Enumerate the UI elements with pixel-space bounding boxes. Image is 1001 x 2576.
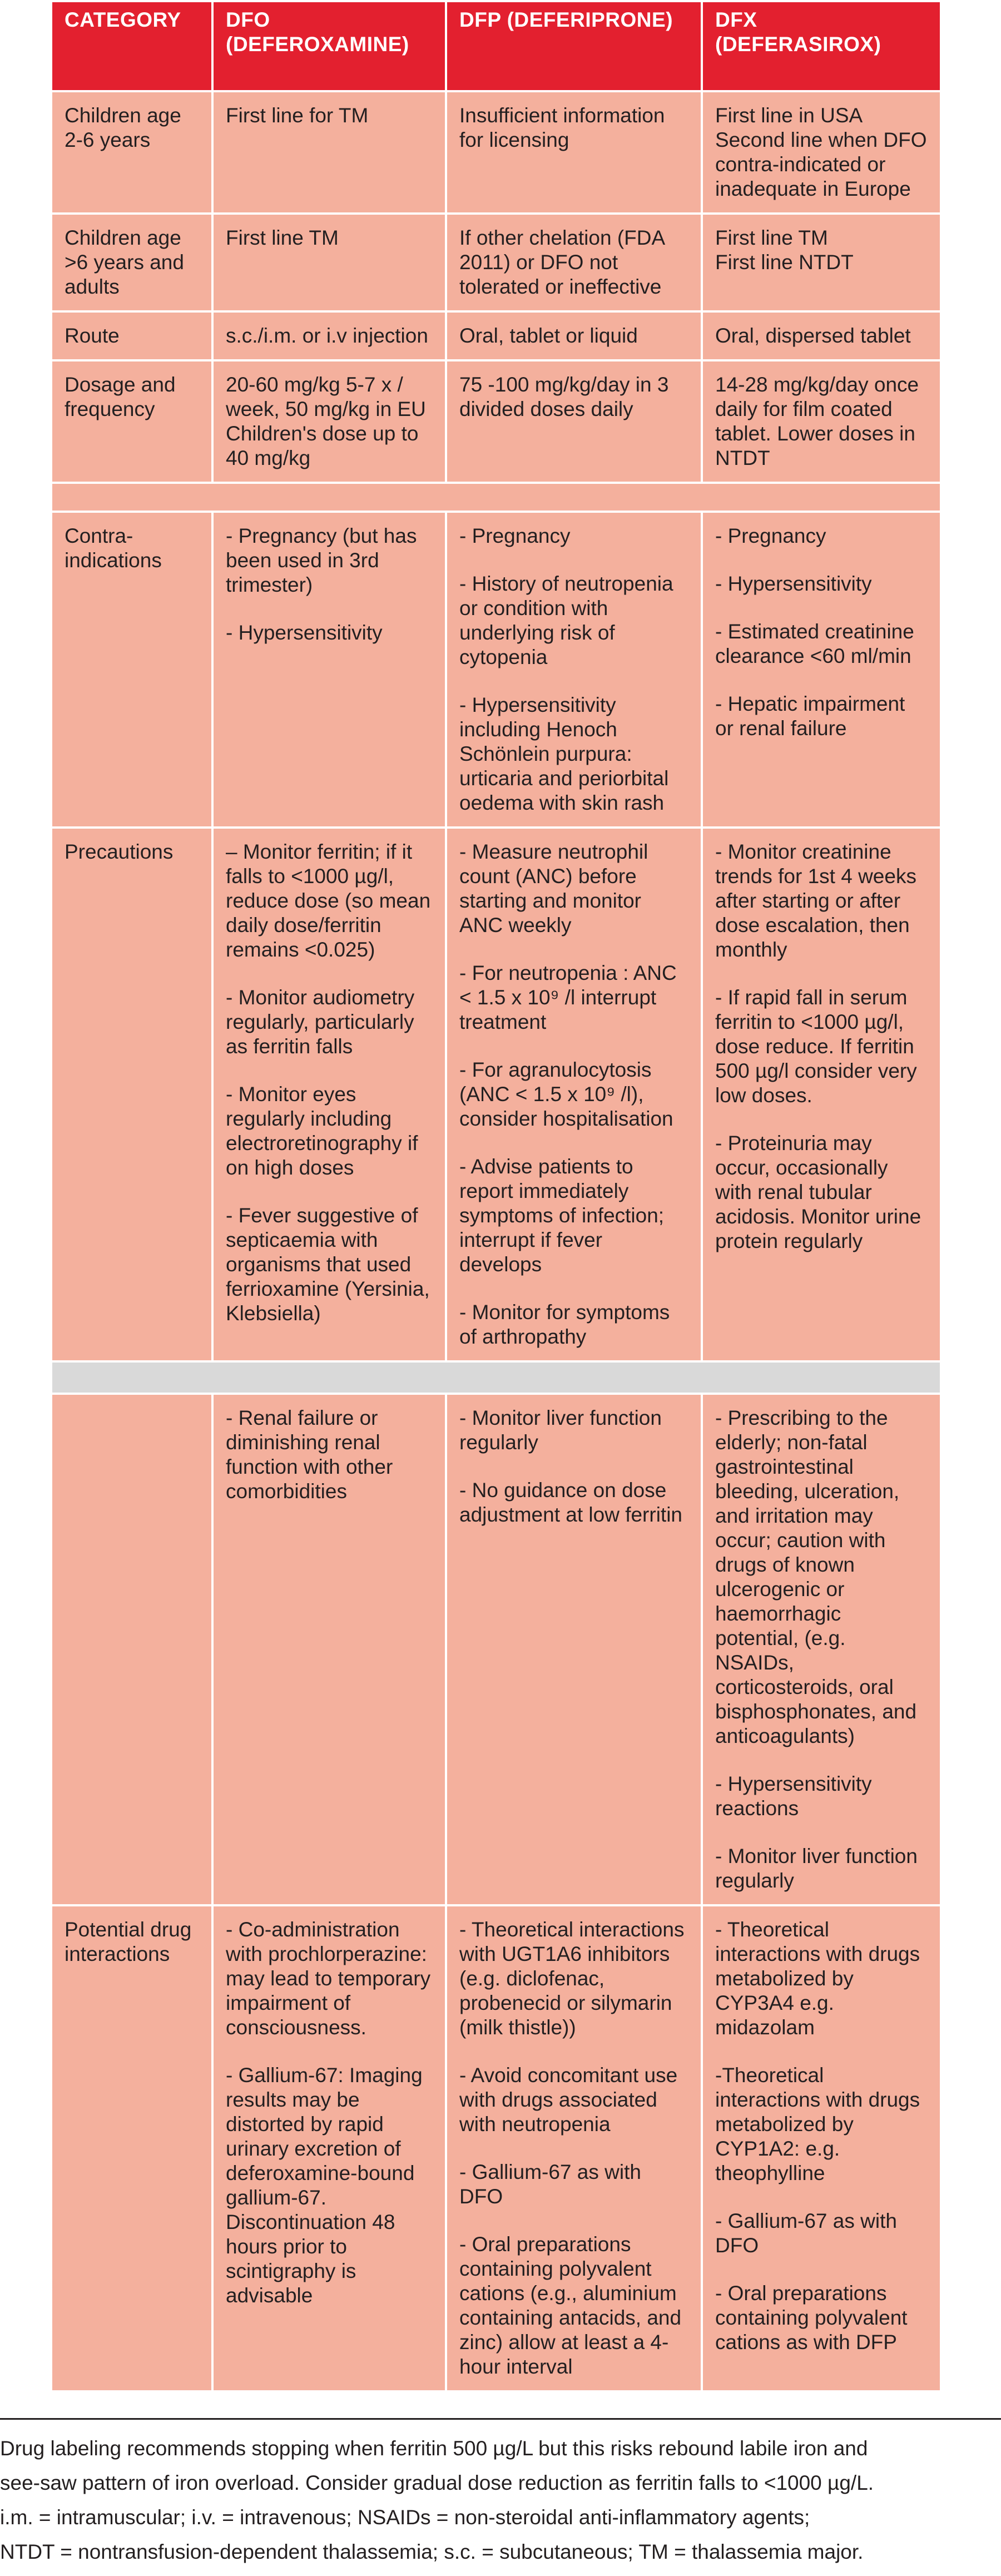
cell-dfo: s.c./i.m. or i.v injection bbox=[212, 311, 446, 360]
cell-dfp bbox=[446, 828, 702, 1361]
list-item: - Hepatic impairment or renal failure bbox=[715, 692, 905, 740]
list-item: - Oral preparations containing polyvalent cations (e.g., aluminium containing antacids, and zinc) allow at least a 4-hour interval bbox=[459, 2233, 682, 2378]
list-item: - Monitor for symptoms of arthropathy bbox=[459, 1301, 670, 1348]
footnote-line: see-saw pattern of iron overload. Consider gradual dose reduction as ferritin falls to <1000 µg/L. bbox=[0, 2471, 874, 2494]
list-item: - Proteinuria may occur, occasionally with renal tubular acidosis. Monitor urine protein regularly bbox=[715, 1132, 921, 1252]
cell-dfo bbox=[212, 1394, 446, 1905]
cell-dfx bbox=[702, 512, 941, 828]
list-item: - Pregnancy bbox=[715, 524, 826, 547]
list-item: - Gallium-67 as with DFO bbox=[459, 2161, 641, 2208]
list-item: - History of neutropenia or condition with underlying risk of cytopenia bbox=[459, 572, 673, 668]
cell-category: Potential drug interactions bbox=[51, 1905, 212, 2391]
list-item: - Fever suggestive of septicaemia with organisms that used ferrioxamine (Yersinia, Klebsiella) bbox=[226, 1204, 430, 1325]
cell-dfp: Oral, tablet or liquid bbox=[446, 311, 702, 360]
list-item: - Co-administration with prochlorperazine: may lead to temporary impairment of consciousness. bbox=[226, 1918, 431, 2039]
table-row-dosage bbox=[51, 360, 941, 483]
footnote-line: i.m. = intramuscular; i.v. = intravenous; NSAIDs = non-steroidal anti-inflammatory agents; bbox=[0, 2506, 810, 2529]
list-item: - Hypersensitivity reactions bbox=[715, 1772, 872, 1820]
chelation-comparison-table bbox=[50, 0, 942, 2392]
section-divider bbox=[51, 483, 941, 512]
cell-category: Precautions bbox=[51, 828, 212, 1361]
header-dfp: DFP (DEFERIPRONE) bbox=[446, 1, 702, 91]
list-item: - Theoretical interactions with drugs metabolized by CYP3A4 e.g. midazolam bbox=[715, 1918, 920, 2039]
footnote-line: NTDT = nontransfusion-dependent thalassemia; s.c. = subcutaneous; TM = thalassemia major. bbox=[0, 2540, 864, 2563]
cell-dfo: First line for TM bbox=[212, 91, 446, 214]
cell-dfx bbox=[702, 1905, 941, 2391]
cell-dfx bbox=[702, 214, 941, 311]
cell-dfx bbox=[702, 1394, 941, 1905]
list-item: - Oral preparations containing polyvalent cations as with DFP bbox=[715, 2282, 908, 2354]
list-item: - Advise patients to report immediately symptoms of infection; interrupt if fever develops bbox=[459, 1155, 665, 1276]
table-row-interactions bbox=[51, 1905, 941, 2391]
cell-dfo bbox=[212, 1905, 446, 2391]
list-item: - Monitor creatinine trends for 1st 4 weeks after starting or after dose escalation, then monthly bbox=[715, 840, 916, 961]
list-item: - Monitor liver function regularly bbox=[715, 1845, 918, 1892]
list-item: - Measure neutrophil count (ANC) before starting and monitor ANC weekly bbox=[459, 840, 648, 937]
cell-dfo: First line TM bbox=[212, 214, 446, 311]
list-item: - Pregnancy (but has been used in 3rd trimester) bbox=[226, 524, 417, 596]
list-item: - Hypersensitivity bbox=[715, 572, 872, 595]
cell-category: Children age 2-6 years bbox=[51, 91, 212, 214]
table-row-precautions bbox=[51, 828, 941, 1361]
cell-category: Dosage and frequency bbox=[51, 360, 212, 483]
table-footnote bbox=[0, 2431, 1001, 2569]
list-item: - Monitor eyes regularly including electroretinography if on high doses bbox=[226, 1083, 418, 1179]
cell-category: Route bbox=[51, 311, 212, 360]
list-item: – Monitor ferritin; if it falls to <1000 µg/l, reduce dose (so mean daily dose/ferritin remains <0.025) bbox=[226, 840, 431, 961]
table-row-precautions-continued bbox=[51, 1394, 941, 1905]
cell-category bbox=[51, 1394, 212, 1905]
cell-dfx: Oral, dispersed tablet bbox=[702, 311, 941, 360]
list-item: - Pregnancy bbox=[459, 524, 571, 547]
header-dfx: DFX (DEFERASIROX) bbox=[702, 1, 941, 91]
list-item: - No guidance on dose adjustment at low ferritin bbox=[459, 1479, 683, 1526]
list-item: - Prescribing to the elderly; non-fatal gastrointestinal bleeding, ulceration, and irritation may occur; caution with drugs of known ulcerogenic or haemorrhagic potential, (e.g. NSAIDs, corticosteroids, oral bisphosphonates, and anticoagulants) bbox=[715, 1406, 917, 1747]
section-divider bbox=[51, 1361, 941, 1394]
cell-category: Children age >6 years and adults bbox=[51, 214, 212, 311]
cell-dfx bbox=[702, 828, 941, 1361]
list-item: - Renal failure or diminishing renal function with other comorbidities bbox=[226, 1406, 393, 1503]
cell-dfx: 14-28 mg/kg/day once daily for film coated tablet. Lower doses in NTDT bbox=[702, 360, 941, 483]
list-item: - Gallium-67: Imaging results may be distorted by rapid urinary excretion of deferoxamine-bound gallium-67. Discontinuation 48 hours prior to scintigraphy is advisable bbox=[226, 2064, 423, 2307]
table-row-contraindications bbox=[51, 512, 941, 828]
cell-dfp bbox=[446, 512, 702, 828]
table-row-children-2-6 bbox=[51, 91, 941, 214]
list-item: - Avoid concomitant use with drugs associated with neutropenia bbox=[459, 2064, 678, 2136]
list-item: -Theoretical interactions with drugs metabolized by CYP1A2: e.g. theophylline bbox=[715, 2064, 920, 2184]
cell-dfo bbox=[212, 828, 446, 1361]
list-item: - For agranulocytosis (ANC < 1.5 x 10⁹ /l), consider hospitalisation bbox=[459, 1058, 673, 1130]
list-item: - For neutropenia : ANC < 1.5 x 10⁹ /l interrupt treatment bbox=[459, 962, 677, 1033]
list-item: - If rapid fall in serum ferritin to <1000 µg/l, dose reduce. If ferritin 500 µg/l consider very low doses. bbox=[715, 986, 917, 1107]
chelation-table-wrapper bbox=[50, 0, 940, 2392]
list-item: - Monitor liver function regularly bbox=[459, 1406, 662, 1454]
cell-dfp: Insufficient information for licensing bbox=[446, 91, 702, 214]
cell-dfp: If other chelation (FDA 2011) or DFO not tolerated or ineffective bbox=[446, 214, 702, 311]
cell-dfx: First line in USA Second line when DFO contra-indicated or inadequate in Europe bbox=[702, 91, 941, 214]
list-item: - Monitor audiometry regularly, particularly as ferritin falls bbox=[226, 986, 415, 1058]
header-category: CATEGORY bbox=[51, 1, 212, 91]
list-item: - Estimated creatinine clearance <60 ml/min bbox=[715, 620, 914, 667]
cell-dfo: 20-60 mg/kg 5-7 x / week, 50 mg/kg in EU Children's dose up to 40 mg/kg bbox=[212, 360, 446, 483]
cell-dfp: 75 -100 mg/kg/day in 3 divided doses daily bbox=[446, 360, 702, 483]
cell-category: Contra-indications bbox=[51, 512, 212, 828]
cell-dfo bbox=[212, 512, 446, 828]
cell-dfp bbox=[446, 1394, 702, 1905]
list-item: - Theoretical interactions with UGT1A6 inhibitors (e.g. diclofenac, probenecid or silymarin (milk thistle)) bbox=[459, 1918, 685, 2039]
list-item: - Gallium-67 as with DFO bbox=[715, 2210, 897, 2257]
table-header-row bbox=[51, 1, 941, 91]
footnote-divider bbox=[0, 2418, 1001, 2420]
table-row-route bbox=[51, 311, 941, 360]
cell-line: First line NTDT bbox=[715, 251, 854, 274]
list-item: - Hypersensitivity including Henoch Schönlein purpura: urticaria and periorbital oedema with skin rash bbox=[459, 693, 669, 814]
table-row-children-over-6 bbox=[51, 214, 941, 311]
cell-line: First line TM bbox=[715, 226, 828, 249]
cell-dfp bbox=[446, 1905, 702, 2391]
header-dfo: DFO (DEFEROXAMINE) bbox=[212, 1, 446, 91]
footnote-line: Drug labeling recommends stopping when ferritin 500 µg/L but this risks rebound labile iron and bbox=[0, 2437, 868, 2460]
list-item: - Hypersensitivity bbox=[226, 621, 383, 644]
